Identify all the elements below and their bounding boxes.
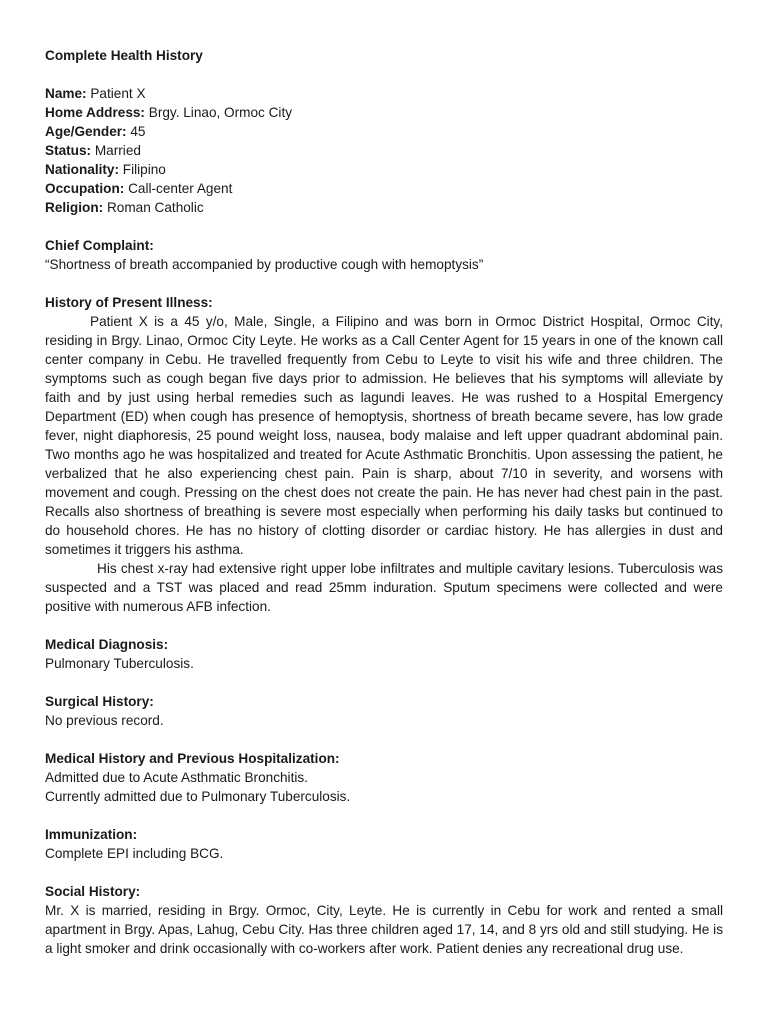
immunization-text: Complete EPI including BCG. — [45, 846, 224, 861]
demographic-occupation — [45, 179, 723, 198]
field-label: Home Address: — [45, 105, 145, 120]
surgical-history-text: No previous record. — [45, 713, 164, 728]
demographic-address — [45, 103, 723, 122]
demographic-religion — [45, 198, 723, 217]
spacer — [45, 217, 723, 236]
spacer — [45, 806, 723, 825]
spacer — [45, 730, 723, 749]
field-label: Nationality: — [45, 162, 120, 177]
spacer — [45, 673, 723, 692]
field-label: Occupation: — [45, 181, 125, 196]
medical-diagnosis-text: Pulmonary Tuberculosis. — [45, 656, 194, 671]
field-value: Call-center Agent — [128, 181, 233, 196]
medical-history-line-1: Admitted due to Acute Asthmatic Bronchitis. — [45, 770, 308, 785]
field-value: Brgy. Linao, Ormoc City — [148, 105, 293, 120]
field-label: Age/Gender: — [45, 124, 127, 139]
medical-history-line-2: Currently admitted due to Pulmonary Tuberculosis. — [45, 789, 351, 804]
spacer — [45, 616, 723, 635]
field-label: Name: — [45, 86, 87, 101]
field-value: Patient X — [90, 86, 146, 101]
social-history-text: Mr. X is married, residing in Brgy. Ormoc, City, Leyte. He is currently in Cebu for work and rented a small apartment in Brgy. Apas, Lahug, Cebu City. Has three children aged 17, 14, and 8 yrs old and still studying. He is a light smoker and drink occasionally with co-workers after work. Patient denies any recreational drug use. — [45, 903, 723, 956]
social-history-heading: Social History: — [45, 884, 141, 899]
chief-complaint-text: “Shortness of breath accompanied by productive cough with hemoptysis” — [45, 257, 484, 272]
hpi-paragraph-1: Patient X is a 45 y/o, Male, Single, a Filipino and was born in Ormoc District Hospital, Ormoc City, residing in Brgy. Linao, Ormoc City Leyte. He works as a Call Center Agent for 15 years in one of the known call center company in Cebu. He travelled frequently from Cebu to Leyte to visit his wife and three children. The symptoms such as cough began five days prior to admission. He believes that his symptoms will alleviate by faith and by just using herbal remedies such as lagundi leaves. He was rushed to a Hospital Emergency Department (ED) when cough has presence of hemoptysis, shortness of breath became severe, has low grade fever, night diaphoresis, 25 pound weight loss, nausea, body malaise and left upper quadrant abdominal pain. Two months ago he was hospitalized and treated for Acute Asthmatic Bronchitis. Upon assessing the patient, he verbalized that he also experiencing chest pain. Pain is sharp, about 7/10 in severity, and worsens with movement and cough. Pressing on the chest does not create the pain. He has never had chest pain in the past. Recalls also shortness of breathing is severe most especially when performing his daily tasks but continued to do household chores. He has no history of clotting disorder or cardiac history. He has allergies in dust and sometimes it triggers his asthma. — [45, 314, 723, 557]
demographic-age-gender — [45, 122, 723, 141]
demographic-status — [45, 141, 723, 160]
field-label: Status: — [45, 143, 92, 158]
field-value: Roman Catholic — [106, 200, 204, 215]
spacer — [45, 65, 723, 84]
surgical-history-heading: Surgical History: — [45, 694, 154, 709]
field-label: Religion: — [45, 200, 104, 215]
spacer — [45, 863, 723, 882]
field-value: 45 — [130, 124, 146, 139]
chief-complaint-heading: Chief Complaint: — [45, 238, 154, 253]
immunization-heading: Immunization: — [45, 827, 138, 842]
medical-history-heading: Medical History and Previous Hospitalization: — [45, 751, 340, 766]
hpi-paragraph-2: His chest x-ray had extensive right upper lobe infiltrates and multiple cavitary lesions. Tuberculosis was suspected and a TST was placed and read 25mm induration. Sputum specimens were collected and were positive with numerous AFB infection. — [45, 561, 723, 614]
hpi-heading: History of Present Illness: — [45, 295, 213, 310]
demographic-nationality — [45, 160, 723, 179]
health-history-document — [45, 46, 723, 958]
medical-diagnosis-heading: Medical Diagnosis: — [45, 637, 169, 652]
spacer — [45, 274, 723, 293]
demographic-name — [45, 84, 723, 103]
field-value: Filipino — [122, 162, 166, 177]
field-value: Married — [94, 143, 141, 158]
document-title: Complete Health History — [45, 48, 203, 63]
